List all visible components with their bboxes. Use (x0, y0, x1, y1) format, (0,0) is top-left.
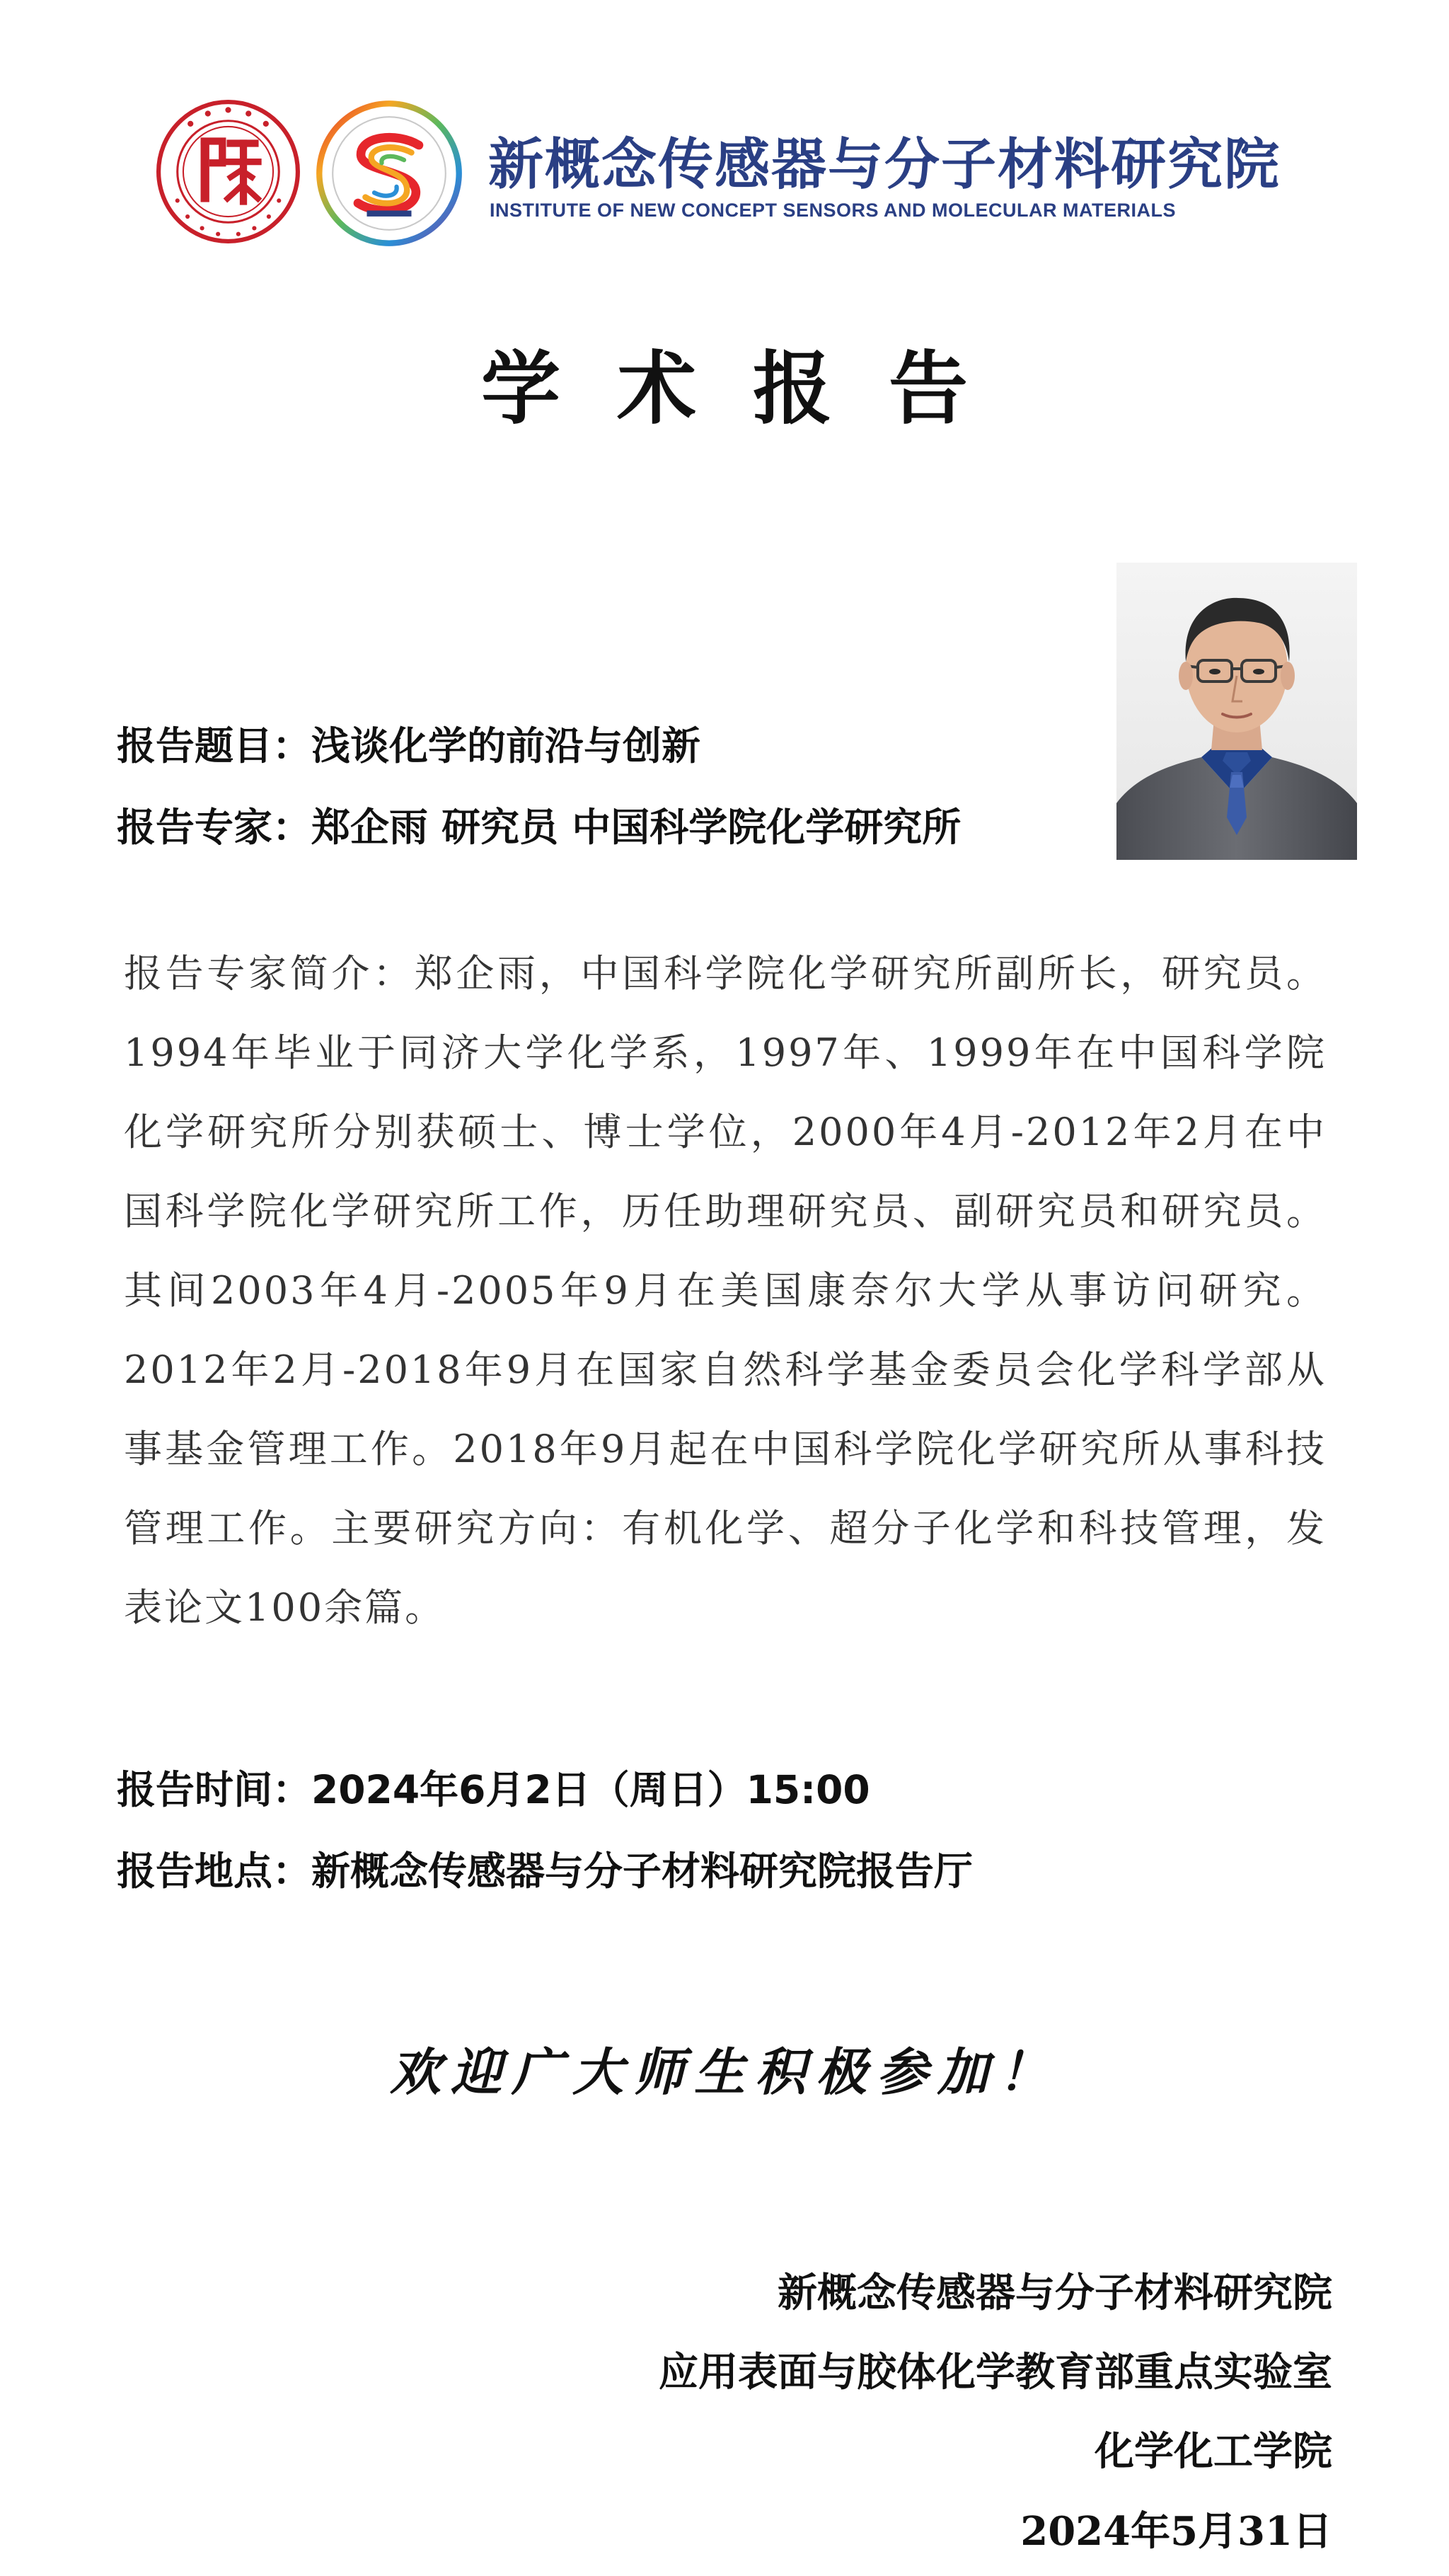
page-title: 学术报告 (481, 343, 1024, 435)
institute-name-en: INSTITUTE OF NEW CONCEPT SENSORS AND MOLECULAR MATERIALS (490, 200, 1176, 221)
report-place-label: 报告地点： (117, 1848, 312, 1894)
report-speaker (117, 796, 961, 852)
report-speaker-value: 郑企雨 研究员 中国科学院化学研究所 (311, 805, 962, 850)
issuer-org-3: 化学化工学院 (1095, 2429, 1332, 2475)
speaker-bio: 报告专家简介：郑企雨，中国科学院化学研究所副所长，研究员。1994年毕业于同济大学化学系，1997年、1999年在中国科学院化学研究所分别获硕士、博士学位，2000年4月-2012年2月在中国科学院化学研究所工作，历任助理研究员、副研究员和研究员。其间2003年4月-2005年9月在美国康奈尔大学从事访问研究。2012年2月-2018年9月在国家自然科学基金委员会化学科学部从事基金管理工作。2018年9月起在中国科学院化学研究所从事科技管理工作。主要研究方向：有机化学、超分子化学和科技管理，发表论文100余篇。 (124, 951, 1327, 1630)
speaker-portrait-icon (1116, 563, 1357, 860)
issuer-org-1: 新概念传感器与分子材料研究院 (778, 2270, 1332, 2316)
institute-name-cn: 新概念传感器与分子材料研究院 (488, 132, 1281, 197)
report-place (117, 1840, 973, 1896)
letterhead (156, 92, 1302, 255)
issuer-org-2: 应用表面与胶体化学教育部重点实验室 (659, 2350, 1332, 2396)
report-topic-label: 报告题目： (117, 723, 312, 769)
report-speaker-label: 报告专家： (117, 805, 312, 850)
welcome-message: 欢迎广大师生积极参加！ (389, 2042, 1059, 2102)
report-time-label: 报告时间： (117, 1767, 312, 1812)
university-seal-logo-icon (156, 99, 301, 244)
report-time-value: 2024年6月2日（周日）15:00 (311, 1767, 870, 1812)
report-time (117, 1759, 870, 1815)
issue-date: 2024年5月31日 (1020, 2508, 1332, 2555)
report-place-value: 新概念传感器与分子材料研究院报告厅 (311, 1848, 974, 1894)
institute-logo-icon (315, 99, 463, 248)
report-topic (117, 715, 700, 771)
issuer-block (659, 2254, 1332, 2571)
report-topic-value: 浅谈化学的前沿与创新 (311, 723, 701, 769)
